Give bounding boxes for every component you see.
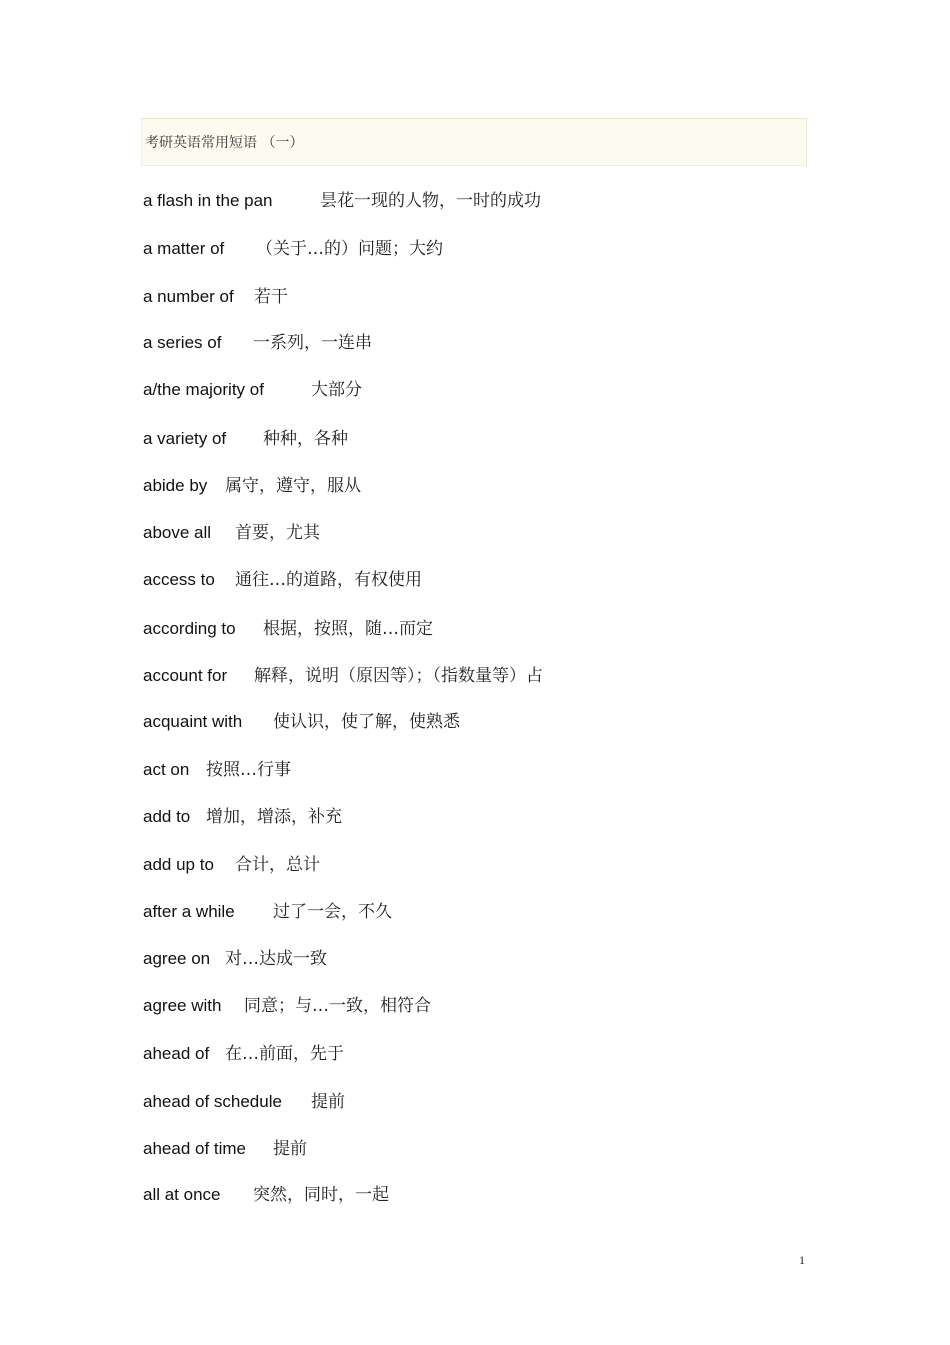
phrase-meaning: 首要，尤其: [235, 523, 320, 543]
phrase-meaning: 解释，说明（原因等）；（指数量等）占: [254, 666, 543, 686]
phrase-meaning: 在…前面，先于: [225, 1044, 344, 1064]
phrase-text: according to: [143, 619, 236, 638]
phrase-entry: [143, 189, 541, 213]
phrase-text: after a while: [143, 902, 235, 921]
phrase-entry: [143, 758, 291, 782]
phrase-meaning: 属守，遵守，服从: [225, 476, 361, 496]
phrase-meaning: 昙花一现的人物，一时的成功: [320, 191, 541, 211]
phrase-meaning: 增加，增添，补充: [206, 807, 342, 827]
phrase-text: agree with: [143, 996, 222, 1015]
phrase-entry: [143, 474, 361, 498]
phrase-text: ahead of schedule: [143, 1092, 282, 1111]
phrase-meaning: 突然，同时，一起: [253, 1185, 389, 1205]
phrase-text: act on: [143, 760, 190, 779]
phrase-entry: [143, 853, 320, 877]
phrase-entry: [143, 237, 443, 261]
phrase-meaning: 合计，总计: [235, 855, 320, 875]
phrase-entry: [143, 710, 460, 734]
phrase-entry: [143, 427, 348, 451]
phrase-meaning: 提前: [273, 1139, 307, 1159]
phrase-meaning: 提前: [311, 1092, 345, 1112]
phrase-entry: [143, 285, 288, 309]
phrase-entry: [143, 1183, 389, 1207]
phrase-text: a matter of: [143, 239, 225, 258]
phrase-text: a/the majority of: [143, 380, 264, 399]
phrase-text: a series of: [143, 333, 222, 352]
phrase-entry: [143, 617, 433, 641]
phrase-entry: [143, 1137, 307, 1161]
phrase-meaning: 通往…的道路，有权使用: [235, 570, 422, 590]
phrase-entry: [143, 331, 372, 355]
phrase-meaning: （关于…的）问题；大约: [256, 239, 443, 259]
phrase-text: access to: [143, 570, 215, 589]
phrase-entry: [143, 900, 392, 924]
phrase-text: a variety of: [143, 429, 227, 448]
page-number: 1: [799, 1253, 805, 1267]
phrase-meaning: 同意；与…一致，相符合: [244, 996, 431, 1016]
phrase-text: account for: [143, 666, 228, 685]
phrase-meaning: 若干: [254, 287, 288, 307]
title-box: [141, 118, 807, 166]
phrase-entry: [143, 994, 431, 1018]
phrase-entry: [143, 947, 327, 971]
phrase-meaning: 使认识，使了解，使熟悉: [273, 712, 460, 732]
phrase-text: add up to: [143, 855, 214, 874]
phrase-text: agree on: [143, 949, 211, 968]
phrase-text: a number of: [143, 287, 234, 306]
phrase-entry: [143, 1042, 344, 1066]
phrase-text: a flash in the pan: [143, 191, 273, 210]
phrase-meaning: 过了一会，不久: [273, 902, 392, 922]
phrase-meaning: 按照…行事: [206, 760, 291, 780]
phrase-text: ahead of time: [143, 1139, 247, 1158]
phrase-meaning: 对…达成一致: [225, 949, 327, 969]
phrase-meaning: 根据，按照，随…而定: [263, 619, 433, 639]
phrase-entry: [143, 568, 422, 592]
phrase-entry: [143, 521, 320, 545]
phrase-text: above all: [143, 523, 212, 542]
phrase-text: add to: [143, 807, 191, 826]
phrase-meaning: 一系列，一连串: [253, 333, 372, 353]
phrase-text: acquaint with: [143, 712, 243, 731]
phrase-entry: [143, 1090, 345, 1114]
phrase-meaning: 种种，各种: [263, 429, 348, 449]
phrase-text: ahead of: [143, 1044, 210, 1063]
phrase-meaning: 大部分: [311, 380, 362, 400]
phrase-text: all at once: [143, 1185, 221, 1204]
phrase-entry: [143, 378, 362, 402]
page-title: 考研英语常用短语 （一）: [145, 135, 304, 151]
phrase-entry: [143, 664, 543, 688]
phrase-text: abide by: [143, 476, 208, 495]
phrase-entry: [143, 805, 342, 829]
